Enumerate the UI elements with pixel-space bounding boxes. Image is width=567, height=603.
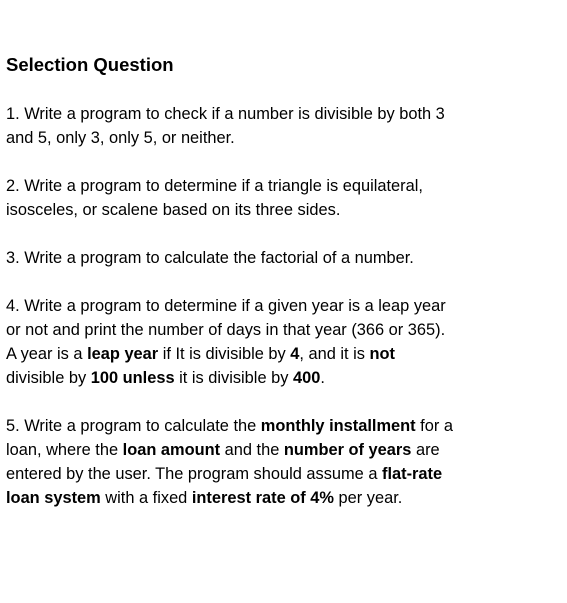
question-line	[6, 102, 558, 126]
bold-text: not	[369, 345, 396, 363]
bold-text: interest rate of 4%	[191, 489, 334, 507]
text-segment: 5. Write a program to calculate the	[6, 417, 261, 435]
question-line	[6, 174, 558, 198]
text-segment: , and it is	[299, 345, 370, 363]
text-segment: 1. Write a program to check if a number is divisible by both 3	[6, 105, 445, 123]
bold-text: number of years	[283, 441, 412, 459]
bold-text: 400	[292, 369, 321, 387]
question-2	[6, 174, 558, 222]
question-line	[6, 438, 558, 462]
text-segment: isosceles, or scalene based on its three sides.	[6, 201, 341, 219]
document	[6, 54, 558, 534]
question-1	[6, 102, 558, 150]
question-line	[6, 294, 558, 318]
text-segment: entered by the user. The program should assume a	[6, 465, 382, 483]
question-3	[6, 246, 558, 270]
text-segment: are	[411, 441, 440, 459]
text-segment: divisible by	[6, 369, 91, 387]
text-segment: and the	[220, 441, 284, 459]
bold-text: flat-rate	[382, 465, 443, 483]
question-line	[6, 198, 558, 222]
text-segment: and 5, only 3, only 5, or neither.	[6, 129, 235, 147]
question-line	[6, 462, 558, 486]
question-line	[6, 318, 558, 342]
text-segment: if It is divisible by	[158, 345, 291, 363]
question-line	[6, 486, 558, 510]
question-line	[6, 246, 558, 270]
bold-text: loan system	[6, 489, 101, 507]
bold-text: 4	[290, 345, 300, 363]
question-line	[6, 126, 558, 150]
text-segment: 2. Write a program to determine if a triangle is equilateral,	[6, 177, 423, 195]
text-segment: it is divisible by	[174, 369, 293, 387]
question-5	[6, 414, 558, 510]
bold-text: leap year	[87, 345, 159, 363]
text-segment: .	[320, 369, 325, 387]
text-segment: A year is a	[6, 345, 88, 363]
question-list	[6, 102, 558, 510]
text-segment: or not and print the number of days in that year (366 or 365).	[6, 321, 446, 339]
bold-text: loan amount	[122, 441, 221, 459]
question-line	[6, 414, 558, 438]
text-segment: 3. Write a program to calculate the factorial of a number.	[6, 249, 414, 267]
question-line	[6, 342, 558, 366]
text-segment: per year.	[333, 489, 403, 507]
question-4	[6, 294, 558, 390]
text-segment: with a fixed	[100, 489, 192, 507]
bold-text: 100 unless	[90, 369, 175, 387]
question-line	[6, 366, 558, 390]
page-title: Selection Question	[6, 54, 174, 75]
text-segment: 4. Write a program to determine if a given year is a leap year	[6, 297, 446, 315]
text-segment: for a	[415, 417, 453, 435]
bold-text: monthly installment	[260, 417, 416, 435]
text-segment: loan, where the	[6, 441, 123, 459]
